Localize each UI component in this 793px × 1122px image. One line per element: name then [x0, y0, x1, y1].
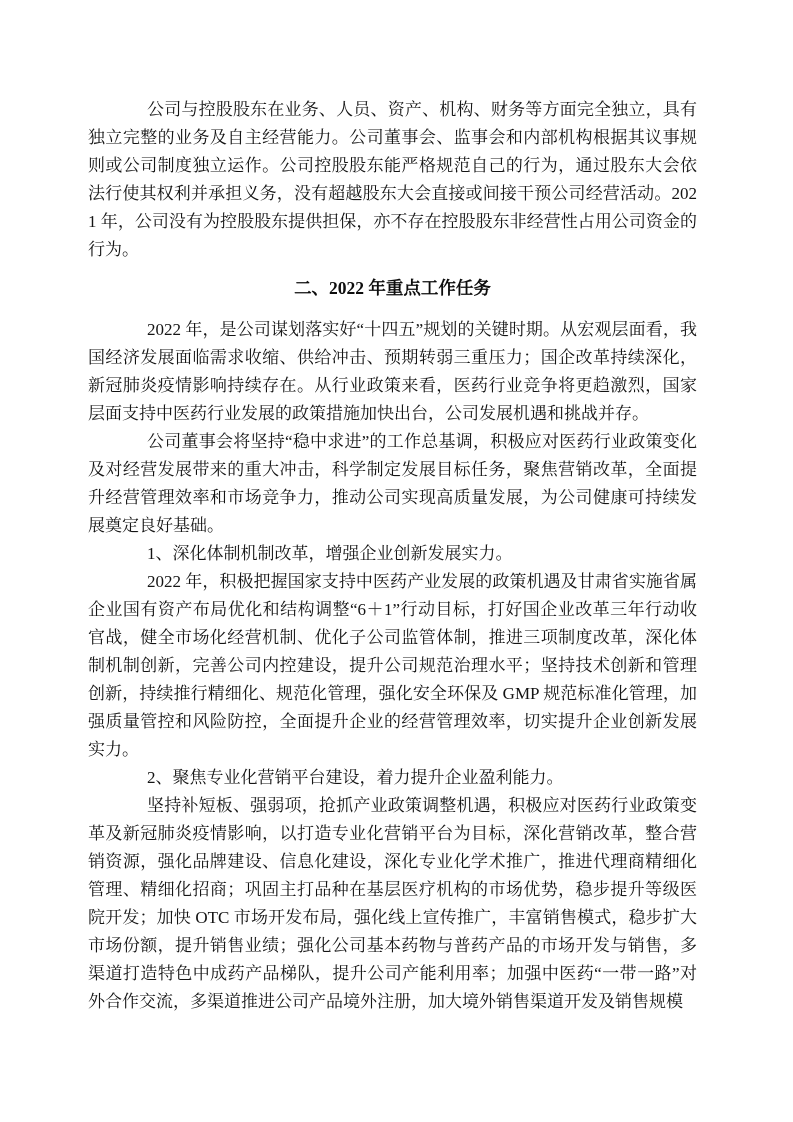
paragraph-shareholder-independence: 公司与控股股东在业务、人员、资产、机构、财务等方面完全独立，具有独立完整的业务及自主经营能力。公司董事会、监事会和内部机构根据其议事规则或公司制度独立运作。公司控股股东能严格规范自己的行为，通过股东大会依法行使其权利并承担义务，没有超越股东大会直接或间接干预公司经营活动。2021 年，公司没有为控股股东提供担保，亦不存在控股股东非经营性占用公司资金的行为。 [88, 100, 697, 259]
document-content [88, 96, 697, 1016]
item-2-heading-marketing-platform: 2、聚焦专业化营销平台建设，着力提升企业盈利能力。 [147, 768, 564, 787]
paragraph-macro-industry-outlook: 2022 年，是公司谋划落实好“十四五”规划的关键时期。从宏观层面看，我国经济发展面临需求收缩、供给冲击、预期转弱三重压力；国企改革持续深化，新冠肺炎疫情影响持续存在。从行业政策来看，医药行业竞争将更趋激烈，国家层面支持中医药行业发展的政策措施加快出台，公司发展机遇和挑战并存。 [88, 320, 697, 423]
paragraph-mechanism-reform-details: 2022 年，积极把握国家支持中医药产业发展的政策机遇及甘肃省实施省属企业国有资产布局优化和结构调整“6＋1”行动目标，打好国企业改革三年行动收官战，健全市场化经营机制、优化子公司监管体制，推进三项制度改革，深化体制机制创新，完善公司内控建设，提升公司规范治理水平；坚持技术创新和管理创新，持续推行精细化、规范化管理，强化安全环保及 GMP 规范标准化管理，加强质量管控和风险防控，全面提升企业的经营管理效率，切实提升企业创新发展实力。 [88, 572, 697, 759]
paragraph-marketing-platform-details: 坚持补短板、强弱项，抢抓产业政策调整机遇，积极应对医药行业政策变革及新冠肺炎疫情影响，以打造专业化营销平台为目标，深化营销改革，整合营销资源，强化品牌建设、信息化建设，深化专业化学术推广，推进代理商精细化管理、精细化招商；巩固主打品种在基层医疗机构的市场优势，稳步提升等级医院开发；加快 OTC 市场开发布局，强化线上宣传推广，丰富销售模式，稳步扩大市场份额，提升销售业绩；强化公司基本药物与普药产品的市场开发与销售，多渠道打造特色中成药产品梯队，提升公司产能利用率；加强中医药“一带一路”对外合作交流，多渠道推进公司产品境外注册，加大境外销售渠道开发及销售规模 [88, 796, 697, 1011]
section-heading-2022-key-tasks: 二、2022 年重点工作任务 [294, 278, 491, 298]
paragraph-board-keynote: 公司董事会将坚持“稳中求进”的工作总基调，积极应对医药行业政策变化及对经营发展带来的重大冲击，科学制定发展目标任务，聚焦营销改革，全面提升经营管理效率和市场竞争力，推动公司实现高质量发展，为公司健康可持续发展奠定良好基础。 [88, 432, 697, 535]
item-1-heading-mechanism-reform: 1、深化体制机制改革，增强企业创新发展实力。 [147, 544, 513, 563]
